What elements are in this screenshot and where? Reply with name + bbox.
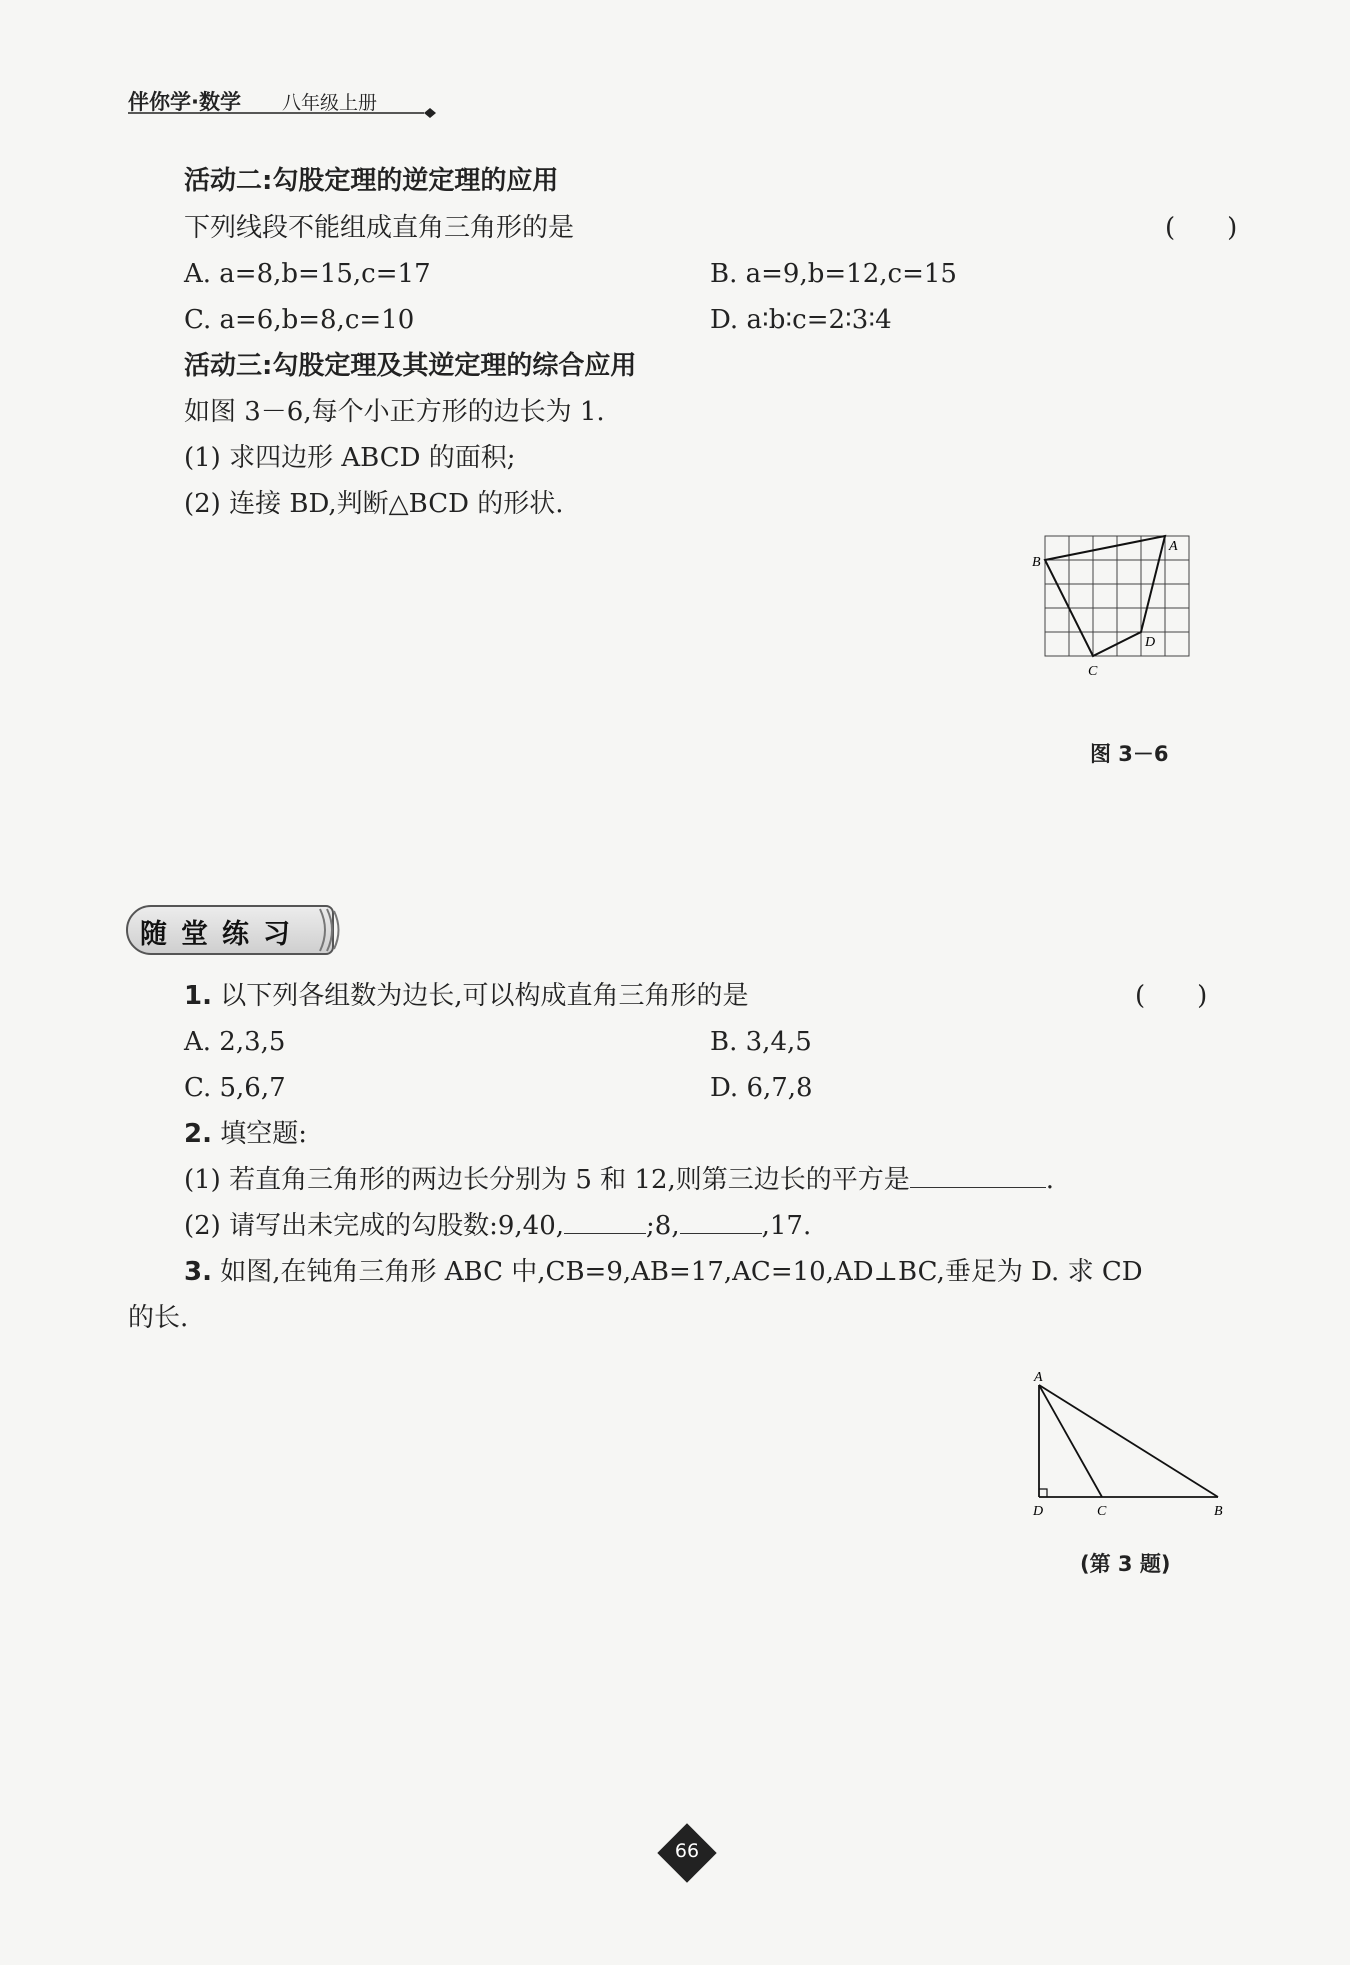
q3-text: 如图,在钝角三角形 ABC 中,CB=9,AB=17,AC=10,AD⊥BC,垂足为 D. 求 CD	[220, 1257, 1143, 1287]
q3-text-cont: 的长.	[128, 1303, 189, 1333]
header-brand: 伴你学·数学	[128, 90, 241, 114]
q2-sub-2-mid: ;8,	[646, 1211, 680, 1241]
label-d: D	[1033, 1504, 1044, 1519]
practice-banner-title: 随堂练习	[140, 919, 304, 950]
activity3-question-1: (1) 求四边形 ABCD 的面积;	[184, 443, 516, 473]
header-grade: 八年级上册	[282, 92, 378, 114]
q1-number: 1.	[184, 981, 212, 1011]
activity3-question-2: (2) 连接 BD,判断△BCD 的形状.	[184, 489, 564, 519]
q1-option-b: B. 3,4,5	[710, 1027, 812, 1057]
activity2-answer-paren: ( )	[1165, 213, 1238, 243]
q2-sub-1-blank[interactable]	[910, 1165, 1046, 1188]
activity2-title: 活动二:勾股定理的逆定理的应用	[184, 166, 559, 196]
q1-option-d: D. 6,7,8	[710, 1073, 813, 1103]
activity2-option-d: D. a∶b∶c=2∶3∶4	[710, 305, 892, 335]
label-a: A	[1169, 539, 1178, 554]
label-c: C	[1097, 1504, 1107, 1519]
label-a: A	[1034, 1370, 1043, 1385]
banner-stripes	[318, 905, 348, 955]
q2-sub-2-blank-1[interactable]	[564, 1211, 646, 1234]
q2-sub-1	[184, 1164, 1054, 1196]
q1-option-a: A. 2,3,5	[184, 1027, 286, 1057]
q2-sub-2-blank-2[interactable]	[680, 1211, 762, 1234]
label-b: B	[1032, 555, 1041, 570]
practice-q2	[184, 1118, 307, 1150]
activity2-option-b: B. a=9,b=12,c=15	[710, 259, 957, 289]
practice-q1	[184, 980, 749, 1012]
figure-3-6-grid	[1030, 530, 1230, 720]
figure-q3-triangle	[1025, 1365, 1235, 1525]
practice-q3	[184, 1256, 1143, 1288]
q2-text: 填空题:	[220, 1119, 307, 1149]
figure-q3-caption: (第 3 题)	[1080, 1552, 1171, 1576]
q2-sub-1-text: (1) 若直角三角形的两边长分别为 5 和 12,则第三边长的平方是	[184, 1165, 910, 1195]
label-c: C	[1088, 664, 1098, 679]
q2-sub-2	[184, 1210, 811, 1242]
label-b: B	[1214, 1504, 1223, 1519]
label-d: D	[1145, 635, 1156, 650]
q3-number: 3.	[184, 1257, 212, 1287]
header-rule	[128, 108, 438, 122]
activity2-option-a: A. a=8,b=15,c=17	[184, 259, 431, 289]
q1-option-c: C. 5,6,7	[184, 1073, 286, 1103]
q2-number: 2.	[184, 1119, 212, 1149]
activity3-title: 活动三:勾股定理及其逆定理的综合应用	[184, 351, 637, 381]
right-angle-mark	[1039, 1489, 1047, 1497]
q2-sub-1-end: .	[1045, 1165, 1055, 1195]
activity2-question: 下列线段不能组成直角三角形的是	[184, 213, 575, 243]
activity3-intro: 如图 3－6,每个小正方形的边长为 1.	[184, 397, 605, 427]
segment-ac	[1039, 1385, 1102, 1497]
q2-sub-2-text: (2) 请写出未完成的勾股数:9,40,	[184, 1211, 565, 1241]
figure-3-6-caption: 图 3－6	[1090, 742, 1169, 766]
q1-text: 以下列各组数为边长,可以构成直角三角形的是	[220, 981, 749, 1011]
grid-lines	[1045, 536, 1189, 656]
q2-sub-2-end: ,17.	[761, 1211, 812, 1241]
segment-ab	[1039, 1385, 1218, 1497]
page-number: 66	[674, 1840, 700, 1862]
q1-answer-paren: ( )	[1135, 981, 1208, 1011]
activity2-option-c: C. a=6,b=8,c=10	[184, 305, 415, 335]
